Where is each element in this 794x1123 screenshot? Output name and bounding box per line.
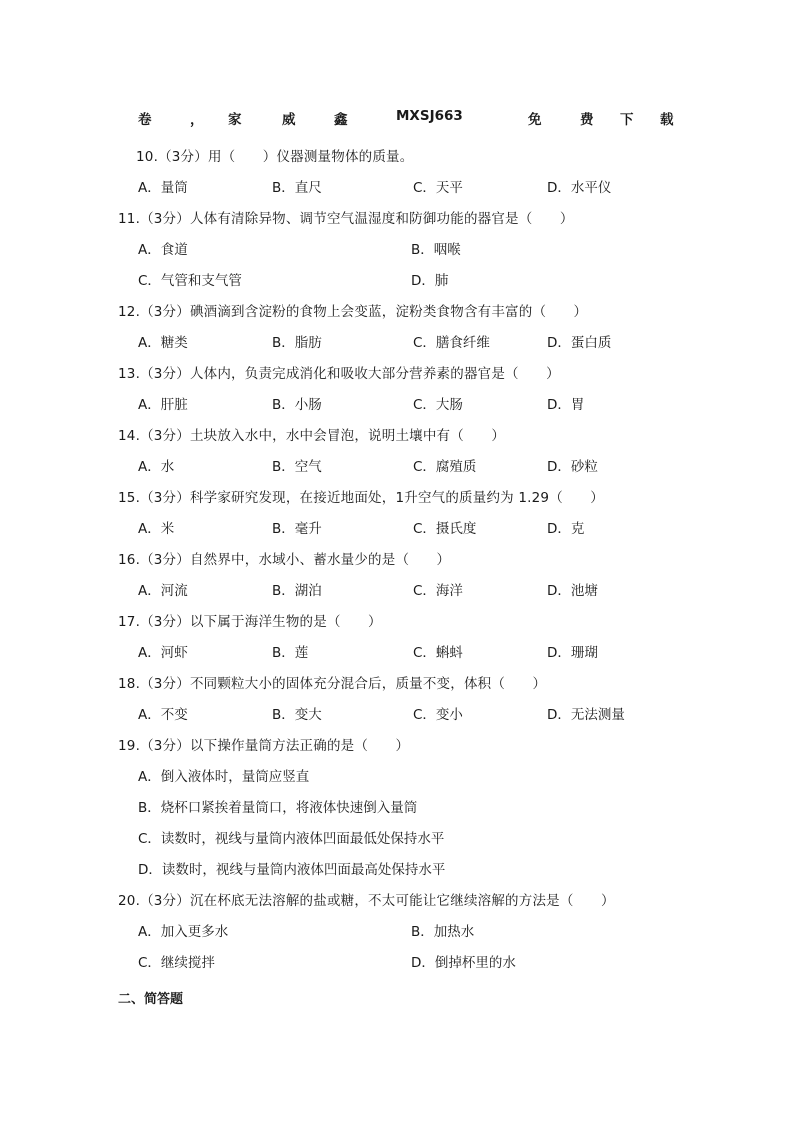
answer-option: C．摄氏度 (413, 521, 477, 537)
answer-option: D．读数时，视线与量筒内液体凹面最高处保持水平 (138, 862, 446, 878)
options-row (0, 951, 794, 971)
options-row (0, 703, 794, 723)
answer-option: C．膳食纤维 (413, 335, 490, 351)
answer-option: A．水 (138, 459, 175, 475)
answer-option: B．湖泊 (272, 583, 322, 599)
question-stem: 10.（3分）用（ ）仪器测量物体的质量。 (136, 149, 414, 165)
options-row (0, 920, 794, 940)
options-row (0, 827, 794, 847)
question-stem: 14.（3分）土块放入水中，水中会冒泡，说明土壤中有（ ） (118, 428, 506, 444)
header-char: 免 (528, 112, 542, 128)
question-stem: 19.（3分）以下操作量筒方法正确的是（ ） (118, 738, 410, 754)
header-char: 威 (282, 112, 296, 128)
question-stem: 18.（3分）不同颗粒大小的固体充分混合后，质量不变，体积（ ） (118, 676, 547, 692)
answer-option: B．脂肪 (272, 335, 322, 351)
question-stem: 17.（3分）以下属于海洋生物的是（ ） (118, 614, 382, 630)
answer-option: D．克 (547, 521, 585, 537)
answer-option: B．毫升 (272, 521, 322, 537)
header-char: 卷 (138, 112, 152, 128)
answer-option: A．倒入液体时，量筒应竖直 (138, 769, 310, 785)
question-stem: 12.（3分）碘酒滴到含淀粉的食物上会变蓝，淀粉类食物含有丰富的（ ） (118, 304, 588, 320)
header-char: 载 (660, 112, 674, 128)
answer-option: C．天平 (413, 180, 463, 196)
answer-option: C．读数时，视线与量筒内液体凹面最低处保持水平 (138, 831, 445, 847)
answer-option: B．变大 (272, 707, 322, 723)
options-row (0, 796, 794, 816)
answer-option: A．糖类 (138, 335, 188, 351)
answer-option: B．直尺 (272, 180, 322, 196)
answer-option: D．胃 (547, 397, 585, 413)
answer-option: C．大肠 (413, 397, 463, 413)
question-stem: 15.（3分）科学家研究发现，在接近地面处，1升空气的质量约为 1.29（ ） (118, 490, 604, 506)
header-char: ， (190, 112, 204, 128)
answer-option: D．池塘 (547, 583, 598, 599)
answer-option: C．蝌蚪 (413, 645, 463, 661)
answer-option: B．烧杯口紧挨着量筒口，将液体快速倒入量筒 (138, 800, 418, 816)
header-char: 鑫 (334, 112, 348, 128)
answer-option: C．气管和支气管 (138, 273, 242, 289)
answer-option: A．加入更多水 (138, 924, 229, 940)
options-row (0, 517, 794, 537)
answer-option: A．河虾 (138, 645, 188, 661)
answer-option: A．米 (138, 521, 175, 537)
options-row (0, 176, 794, 196)
options-row (0, 393, 794, 413)
options-row (0, 455, 794, 475)
answer-option: A．食道 (138, 242, 188, 258)
answer-option: D．肺 (411, 273, 449, 289)
options-row (0, 331, 794, 351)
answer-option: D．水平仪 (547, 180, 612, 196)
question-stem: 16.（3分）自然界中，水域小、蓄水量少的是（ ） (118, 552, 451, 568)
header-char: 费 (580, 112, 594, 128)
answer-option: A．肝脏 (138, 397, 188, 413)
answer-option: B．咽喉 (411, 242, 461, 258)
answer-option: D．蛋白质 (547, 335, 612, 351)
header-char: 下 (620, 112, 634, 128)
question-stem: 20.（3分）沉在杯底无法溶解的盐或糖，不太可能让它继续溶解的方法是（ ） (118, 893, 615, 909)
answer-option: B．空气 (272, 459, 322, 475)
answer-option: A．量筒 (138, 180, 188, 196)
options-row (0, 238, 794, 258)
answer-option: D．砂粒 (547, 459, 598, 475)
question-stem: 13.（3分）人体内，负责完成消化和吸收大部分营养素的器官是（ ） (118, 366, 560, 382)
answer-option: A．不变 (138, 707, 188, 723)
options-row (0, 765, 794, 785)
answer-option: D．倒掉杯里的水 (411, 955, 516, 971)
answer-option: A．河流 (138, 583, 188, 599)
answer-option: D．珊瑚 (547, 645, 598, 661)
section-title: 二、简答题 (118, 992, 184, 1007)
options-row (0, 579, 794, 599)
answer-option: C．海洋 (413, 583, 463, 599)
answer-option: B．加热水 (411, 924, 475, 940)
answer-option: D．无法测量 (547, 707, 625, 723)
answer-option: C．继续搅拌 (138, 955, 215, 971)
question-stem: 11.（3分）人体有清除异物、调节空气温湿度和防御功能的器官是（ ） (118, 211, 574, 227)
options-row (0, 269, 794, 289)
header-code: MXSJ663 (396, 108, 463, 124)
answer-option: C．变小 (413, 707, 463, 723)
answer-option: B．莲 (272, 645, 309, 661)
header-char: 家 (228, 112, 242, 128)
page-header (138, 108, 674, 128)
answer-option: B．小肠 (272, 397, 322, 413)
answer-option: C．腐殖质 (413, 459, 477, 475)
options-row (0, 641, 794, 661)
options-row (0, 858, 794, 878)
